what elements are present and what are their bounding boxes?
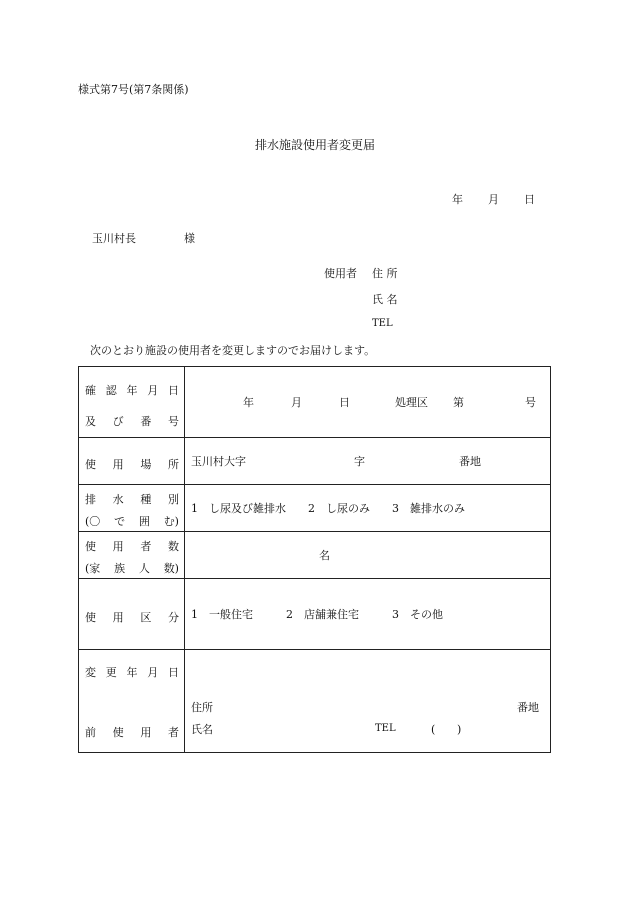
row-confirmation-label-line2: 及 び 番 号 <box>85 415 179 428</box>
row-drainage-type-label-line2: (〇 で 囲 む) <box>85 515 179 528</box>
number-go: 号 <box>525 396 536 409</box>
date-month-label: 月 <box>488 193 499 206</box>
applicant-tel-label: TEL <box>372 318 393 329</box>
applicant-name-label: 氏 名 <box>372 293 398 306</box>
prev-user-tel-label: TEL <box>375 723 396 734</box>
prev-user-address-label: 住所 <box>191 701 213 714</box>
page-title: 排水施設使用者変更届 <box>255 138 376 152</box>
row-confirmation <box>79 367 550 437</box>
row-change-date <box>79 649 550 754</box>
prev-user-tel-paren-close: ) <box>457 723 462 736</box>
district-label: 処理区 <box>395 396 428 409</box>
confirm-day: 日 <box>339 396 350 409</box>
confirm-year: 年 <box>243 396 254 409</box>
applicant-role: 使用者 <box>324 267 357 280</box>
location-village: 玉川村大字 <box>191 455 246 468</box>
row-drainage-type <box>79 484 550 532</box>
confirm-month: 月 <box>291 396 302 409</box>
date-year-label: 年 <box>452 193 463 206</box>
location-aza: 字 <box>354 455 365 468</box>
location-banchi: 番地 <box>459 455 481 468</box>
row-location-label: 使 用 場 所 <box>85 458 179 471</box>
prev-user-banchi: 番地 <box>517 701 539 714</box>
date-day-label: 日 <box>524 193 535 206</box>
row-change-date-label: 変 更 年 月 日 <box>85 666 179 679</box>
usage-category-options: 1 一般住宅 2 店舗兼住宅 3 その他 <box>191 608 443 621</box>
row-location <box>79 437 550 485</box>
row-usage-category-label: 使 用 区 分 <box>85 611 179 624</box>
form-number: 様式第7号(第7条関係) <box>78 83 189 96</box>
drainage-type-options: 1 し尿及び雑排水 2 し尿のみ 3 雑排水のみ <box>191 502 465 515</box>
form-table <box>78 366 551 753</box>
applicant-address-label: 住 所 <box>372 267 398 280</box>
row-previous-user-label: 前 使 用 者 <box>85 726 179 739</box>
prev-user-name-label: 氏名 <box>191 723 213 736</box>
row-usage-category <box>79 578 550 650</box>
row-user-count-label-line2: (家 族 人 数) <box>85 562 179 575</box>
addressee-suffix: 様 <box>184 232 195 245</box>
addressee: 玉川村長 <box>92 232 136 245</box>
row-user-count <box>79 531 550 579</box>
user-count-unit: 名 <box>319 549 330 562</box>
row-confirmation-label-line1: 確 認 年 月 日 <box>85 384 179 397</box>
row-drainage-type-label-line1: 排 水 種 別 <box>85 493 179 506</box>
prev-user-tel-paren-open: ( <box>431 723 436 736</box>
row-user-count-label-line1: 使 用 者 数 <box>85 540 179 553</box>
intro-text: 次のとおり施設の使用者を変更しますのでお届けします。 <box>90 344 376 357</box>
number-dai: 第 <box>453 396 464 409</box>
